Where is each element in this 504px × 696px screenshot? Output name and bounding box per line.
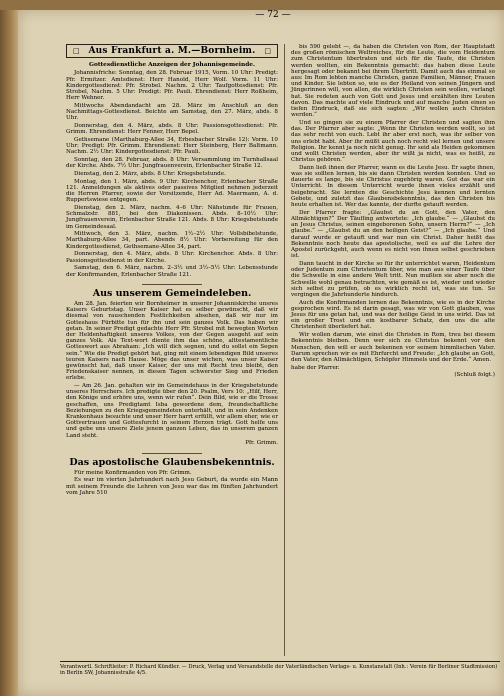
body-paragraph: Montag, den 1. März, abds. 9 Uhr: Kirchenchor, Erlenbacher Straße 121. Anmeldungen als aktives oder passives Mitglied nehmen jederzeit die Herren Pfarrer, sowie der Vorsitzende, Herr Ad. Maermann, A. d. Ruppertswiese entgegen.: [66, 178, 278, 204]
body-paragraph: Der Pfarrer fragte: „Glaubst du an Gott, den Vater, den Allmächtigen?“ Der Täufling antwortete: „Ich glaube.“ — „Glaubst du an Jesus Christus, seinen eingeborenen Sohn, unsern Herrn?“ — „Ich glaube.“ — „Glaubst du an den heiligen Geist?“ — „Ich glaube.“ Und darauf wurde er getauft und war nun ein Christ. Daher heißt das Bekenntnis noch heute das apostolische, weil es auf die Lehre der Apostel zurückgeht, auch wenn es nicht von ihnen selbst geschrieben ist.: [291, 209, 495, 260]
body-paragraph: bis 590 gelebt —, da haben die Christen von Rom, der Hauptstadt des großen römischen Weltreiches, für die Leute, die vom Heidentum zum Christentum übertraten und sich für die Taufe, die Christen werden wollten, ein Bekenntnis gemacht: das haben diese Leute hergesagt oder bekannt bei ihrem Übertritt. Damit auch das einmal so aus: Im Rom lebten manche Christen, ganze Familien, Männer, Frauen und Kinder. Sie lebten so, wie es der Heiland von seinen Jüngern und Jüngerinnen will, von allen, die wirklich Christen sein wollen, verlangt hat. Sie redeten auch von Gott und Jesus und erzählten ihre Leuten davon. Das machte auf viele Eindruck und auf manche Juden einen so tiefen Eindruck, daß sie sich sagten: „Wir wollen auch Christen werden.“: [291, 44, 495, 119]
box-marker: □: [264, 47, 271, 55]
body-paragraph: Johannisfriche: Sonntag, den 28. Februar 1915, Vorm. 10 Uhr: Predigt: Pfr. Ermitzer. Amtsdienst: Herr Hanold, Herr Wolf. Vorm. 11 Uhr: Kindergottesdienst: Pfr. Strobel. Nachm. 2 Uhr: Taufgottesdienst: Pfr. Strobel, Nachm. 5 Uhr: Predigt: Pfr. Pauli. Ehrendienst: Herr Roßheim, Herr Wehner.: [66, 70, 278, 102]
body-paragraph: Mittwoch, den 3. März, nachm. 1½–2½ Uhr: Vollsbibelstunde, Marthaburg-Allee 34, part. Abends 8½ Uhr: Vorbereitung für den Kindergottesdienst, Gethsemane-Allee 34, part.: [66, 231, 278, 250]
column-divider: [284, 44, 285, 656]
subheading-creed: Das apostolische Glaubensbekenntnis.: [69, 456, 275, 468]
book-binding: [0, 10, 18, 696]
body-paragraph: Und so gingen sie zu einem Pfarrer der Christen und sagten ihm das. Der Pfarrer aber sagte: „Wenn ihr Christen werden wollt, so ist das sehr recht von euch. Lebt ihr aber erst noch, was ihr selber von uns erlebt habt. Aber ihr müßt auch noch recht viel lernen und unsere Religion. Ihr kennt ja noch nicht genug. Ihr seid als Heiden gekommen und wollt Christen werden, aber ihr wißt ja nicht, was es heißt, zu Christus gehören.“: [291, 119, 495, 164]
body-paragraph: Dann ließ ihnen der Pfarrer, wann es die Leute Jesu. Er sagte ihnen, was sie sollten lernen, bis sie dann Christen werden konnten. Und so dauerte es lange, bis sie Christus zugehörig waren. Gut das war ein Unterricht. In diesem Unterricht wurde ihnen vieles erzählt und beigebracht. Sie lernten die Geschichte Jesu kennen und lernten Gebete, und zuletzt das Glaubensbekenntnis, das den Christen bis heute erhalten ist. Wer das kannte, der durfte getauft werden.: [291, 164, 495, 209]
body-paragraph: Dienstag, den 2. März, abds. 8 Uhr: Kriegsbetstunde.: [74, 170, 226, 177]
subheading-parish-life: Aus unserem Gemeindeleben.: [92, 287, 252, 299]
left-column: [66, 44, 278, 498]
closing-line: habe der Pfarrer.: [291, 364, 340, 371]
body-paragraph: Am 28. Jan. feierten wir Bornheimer in unserer Johanniskirche unsres Kaisers Geburtstag. Unser Kaiser hat es selber gewünscht, daß wir diesmal von rauschenden Festlichkeiten absehen, daß wir nur im Gotteshaus Fürbitte tun für ihn und sein ganzes Volk. Das haben wir getan. In seiner Predigt gedachte Herr Pfr. Strobel mit bewegten Worten der Heldenhaftigkeit unseres Volkes, von der Gegen ausgeht auf sein ganzes Volk. Als Text-wort diente ihm das schöne, alttestamentliche Gotteswort aus Abraham: „Ich will dich segnen, und du sollst ein Segen sein.“ Wie die Predigt gehört hat, ging mit einem lebendigen Bild unseres teuren Kaisers nach Hause. Möge das unser wichen, was unser Kaiser gewünscht hat, daß unser Kaiser, der uns mit Recht treu bleibt, den Friedenskaiser nennen, in diesen Tagen schwerster Sieg und Frieden erlebe.: [66, 300, 278, 382]
body-paragraph: Dienstag, den 2. März, nachm. 4–6 Uhr: Nähstunde für Frauen, Schmalzstr. 881, bei den Diakonissen. Abds. 8–10½ Uhr: Jungfrauenverein, Erlenbacher Straße 121. Abds. 8 Uhr: Kriegsbetstunde im Gemeindesaal.: [66, 204, 278, 230]
body-paragraph: Wir wollen darum, wie einst die Christen in Rom, treu bei diesem Bekenntnis bleiben. Denn wer sich zu Christus bekennt vor den Menschen, den will er auch bekennen vor seinem himmlischen Vater. Darum sprechen wir es mit Ehrfurcht und Freude: „Ich glaube an Gott, den Vater, den Allmächtigen, Schöpfer Himmels und der Erde.“ Amen.: [291, 332, 495, 363]
page-number: — 72 —: [255, 10, 291, 20]
signature: Pfr. Grimm.: [245, 440, 278, 447]
body-paragraph: Sonntag, den 28. Februar, abds. 8 Uhr: Versammlung im Turnhallsaal der Kirche. Abds. 7½ Uhr: Jungfrauenverein, Erlenbacher Straße 12.: [66, 157, 278, 170]
subheading-announcements: Gottesdienstliche Anzeigen der Johannisgemeinde.: [89, 62, 255, 69]
body-paragraph: Für meine Konfirmanden von Pfr. Grimm.: [74, 469, 192, 476]
publisher-footer: Verantwortl. Schriftleiter: P. Richard Kündler. — Druck, Verlag und Versandstelle der Vaterländischen Verlags- u. Kunstanstalt (Inh.: Verein für Berliner Stadtmission) in Berlin SW, Johannisstraße 4/5.: [60, 661, 500, 676]
body-paragraph: Auch die Konfirmanden lernen das Bekenntnis, wie es in der Kirche gesprochen wird. Es ist darin gesagt, was wir von Gott glauben, was Jesus für uns getan hat, und was der heilige Geist in uns wirkt. Das ist ein großer Trost und ein kostbarer Schatz, den uns die alte Christenheit überliefert hat.: [291, 299, 495, 331]
body-paragraph: Mittwochs Abendandacht am 28. März im Anschluß an den Nachmittags-Gottesdienst. Beichte am Samstag, den 27. März, abds. 8 Uhr.: [66, 102, 278, 122]
body-paragraph: Es war im vierten Jahrhundert nach Jesu Geburt, da wurde ein Mann mit seinem Freunde die Lehren von Jesu war das im fünften Jahrhundert vom Jahre 510: [66, 477, 278, 496]
section-heading: Aus Frankfurt a. M.—Bornheim.: [88, 46, 256, 56]
right-column: [291, 44, 495, 380]
body-paragraph: Gethsemane (Marthaburg-Allee 34, Erbesbacher Straße 12): Vorm. 10 Uhr: Predigt: Pfr. Grimm. Ehrendienst: Herr Steinberg, Herr Baltmann. Nachm. 2½ Uhr: Kindergottesdienst: Pfr. Pauli.: [66, 136, 278, 156]
body-paragraph: Dann taucht in der Kirche so für ihr unterrichtet waren, Heidentum oder Judentum zum Christentum über, wie man aus einer Taufe über die Schwelle in eine andere Welt tritt. Nun mußten sie aber noch die Schwelle wohl genau betrachten, wie gemäß es ist, wieder und wieder sich selbst zu prüfen, ob es wirklich recht ist, was sie tun. So vergingen die Jahrhunderte hindurch.: [291, 260, 495, 298]
box-marker: □: [73, 47, 80, 55]
body-paragraph: Samstag, den 6. März, nachm. 2–3½ und 3½–5½ Uhr: Lebensstunde der Konfirmanden, Erlenbacher Straße 121.: [66, 265, 278, 278]
body-paragraph: Donnerstag, den 4. März, abds. 8 Uhr: Kirchenchor. Abds. 8 Uhr: Passionsgottesdienst in der Kirche.: [66, 251, 278, 264]
divider-rule: [142, 284, 202, 285]
body-paragraph: Donnerstag, den 4. März, abds. 8 Uhr: Passionsgottesdienst: Pfr. Grimm. Ehrendienst: Herr Fenner, Herr Bepel.: [66, 123, 278, 136]
section-header-box: [66, 44, 278, 58]
divider-rule: [142, 453, 202, 454]
body-paragraph: — Am 26. Jan. gehalten wir im Gemeindehaus in der Kriegsbetstunde unseres Herrschers. Ich predigte über den 20. Psalm, Vers 10: „Hilf, Herr, den Könige und erhöre uns, wenn wir rufen“. Dein Bild, wie er die Trosse geschaffen, uns Predigtamt Isba gewordene dem, freundschaftliche Beziehungen zu den Kriegsgemeindeten unterhält, und in sein Andenken Krankenhaus besuchte und unser Herr harrt erfüllt, wir allem eher, wie er Gottvertrauen und Gottesfurcht in seinem Herzen trägt. Gott helfe uns und gebe uns unsere Ziele jenem ganzen Leben, das in unserem ganzen Land steht.: [66, 383, 278, 439]
continuation-note: (Schluß folgt.): [454, 372, 495, 379]
